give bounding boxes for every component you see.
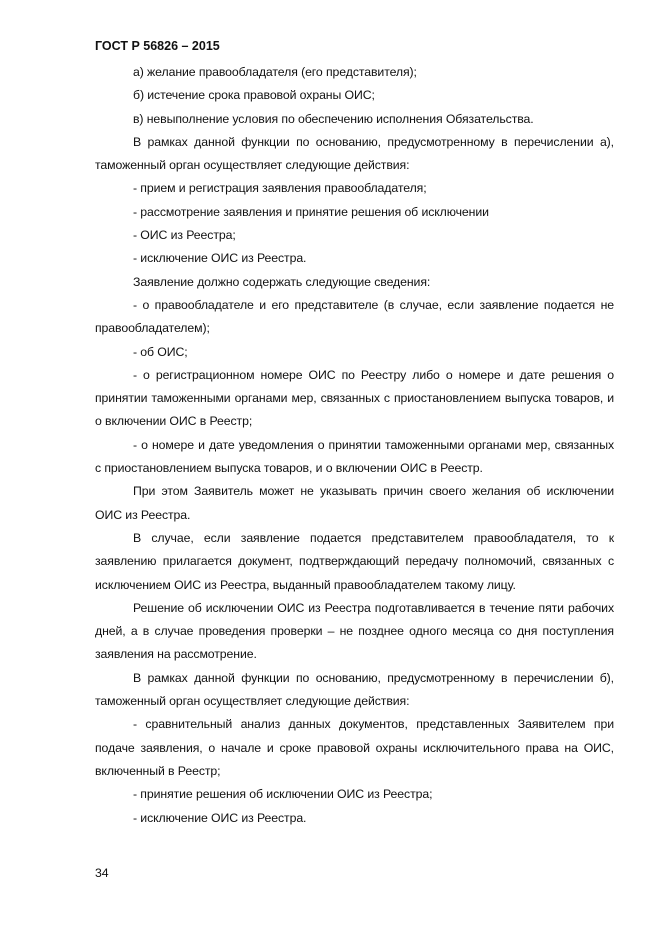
- paragraph: - сравнительный анализ данных документов, представленных Заявителем при подаче заявления, о начале и сроке правовой охраны исключительного права на ОИС, включенный в Реестр;: [95, 717, 614, 778]
- paragraph: - о номере и дате уведомления о принятии таможенными органами мер, связанных с приостановлением выпуска товаров, и о включении ОИС в Реестр.: [95, 437, 614, 476]
- document-body: [95, 61, 614, 830]
- paragraph: б) истечение срока правовой охраны ОИС;: [133, 88, 375, 103]
- paragraph: В случае, если заявление подается представителем правообладателя, то к заявлению прилагается документ, подтверждающий передачу полномочий, связанных с исключением ОИС из Реестра, выданный правообладателем такому лицу.: [95, 530, 614, 592]
- paragraph: - об ОИС;: [133, 344, 188, 359]
- paragraph: - принятие решения об исключении ОИС из Реестра;: [133, 787, 433, 802]
- paragraph: - о правообладателе и его представителе (в случае, если заявление подается не правообладателем);: [95, 297, 614, 336]
- paragraph: - рассмотрение заявления и принятие решения об исключении: [133, 204, 489, 219]
- paragraph: - исключение ОИС из Реестра.: [133, 251, 307, 266]
- paragraph: В рамках данной функции по основанию, предусмотренному в перечислении а), таможенный орган осуществляет следующие действия:: [95, 134, 614, 173]
- paragraph: в) невыполнение условия по обеспечению исполнения Обязательства.: [133, 111, 534, 126]
- page-number: 34: [95, 866, 109, 880]
- paragraph: - исключение ОИС из Реестра.: [133, 810, 307, 825]
- paragraph: В рамках данной функции по основанию, предусмотренному в перечислении б), таможенный орган осуществляет следующие действия:: [95, 670, 614, 709]
- document-header: ГОСТ Р 56826 – 2015: [95, 39, 220, 53]
- paragraph: При этом Заявитель может не указывать причин своего желания об исключении ОИС из Реестра.: [95, 484, 614, 522]
- paragraph: Решение об исключении ОИС из Реестра подготавливается в течение пяти рабочих дней, а в случае проведения проверки – не позднее одного месяца со дня поступления заявления на рассмотрение.: [95, 600, 614, 662]
- paragraph: - прием и регистрация заявления правообладателя;: [133, 181, 427, 196]
- paragraph: - о регистрационном номере ОИС по Реестру либо о номере и дате решения о принятии таможенными органами мер, связанных с приостановлением выпуска товаров, и о включении ОИС в Реестр;: [95, 367, 614, 429]
- paragraph: Заявление должно содержать следующие сведения:: [133, 274, 431, 289]
- paragraph: а) желание правообладателя (его представителя);: [133, 65, 417, 79]
- paragraph: - ОИС из Реестра;: [133, 228, 236, 243]
